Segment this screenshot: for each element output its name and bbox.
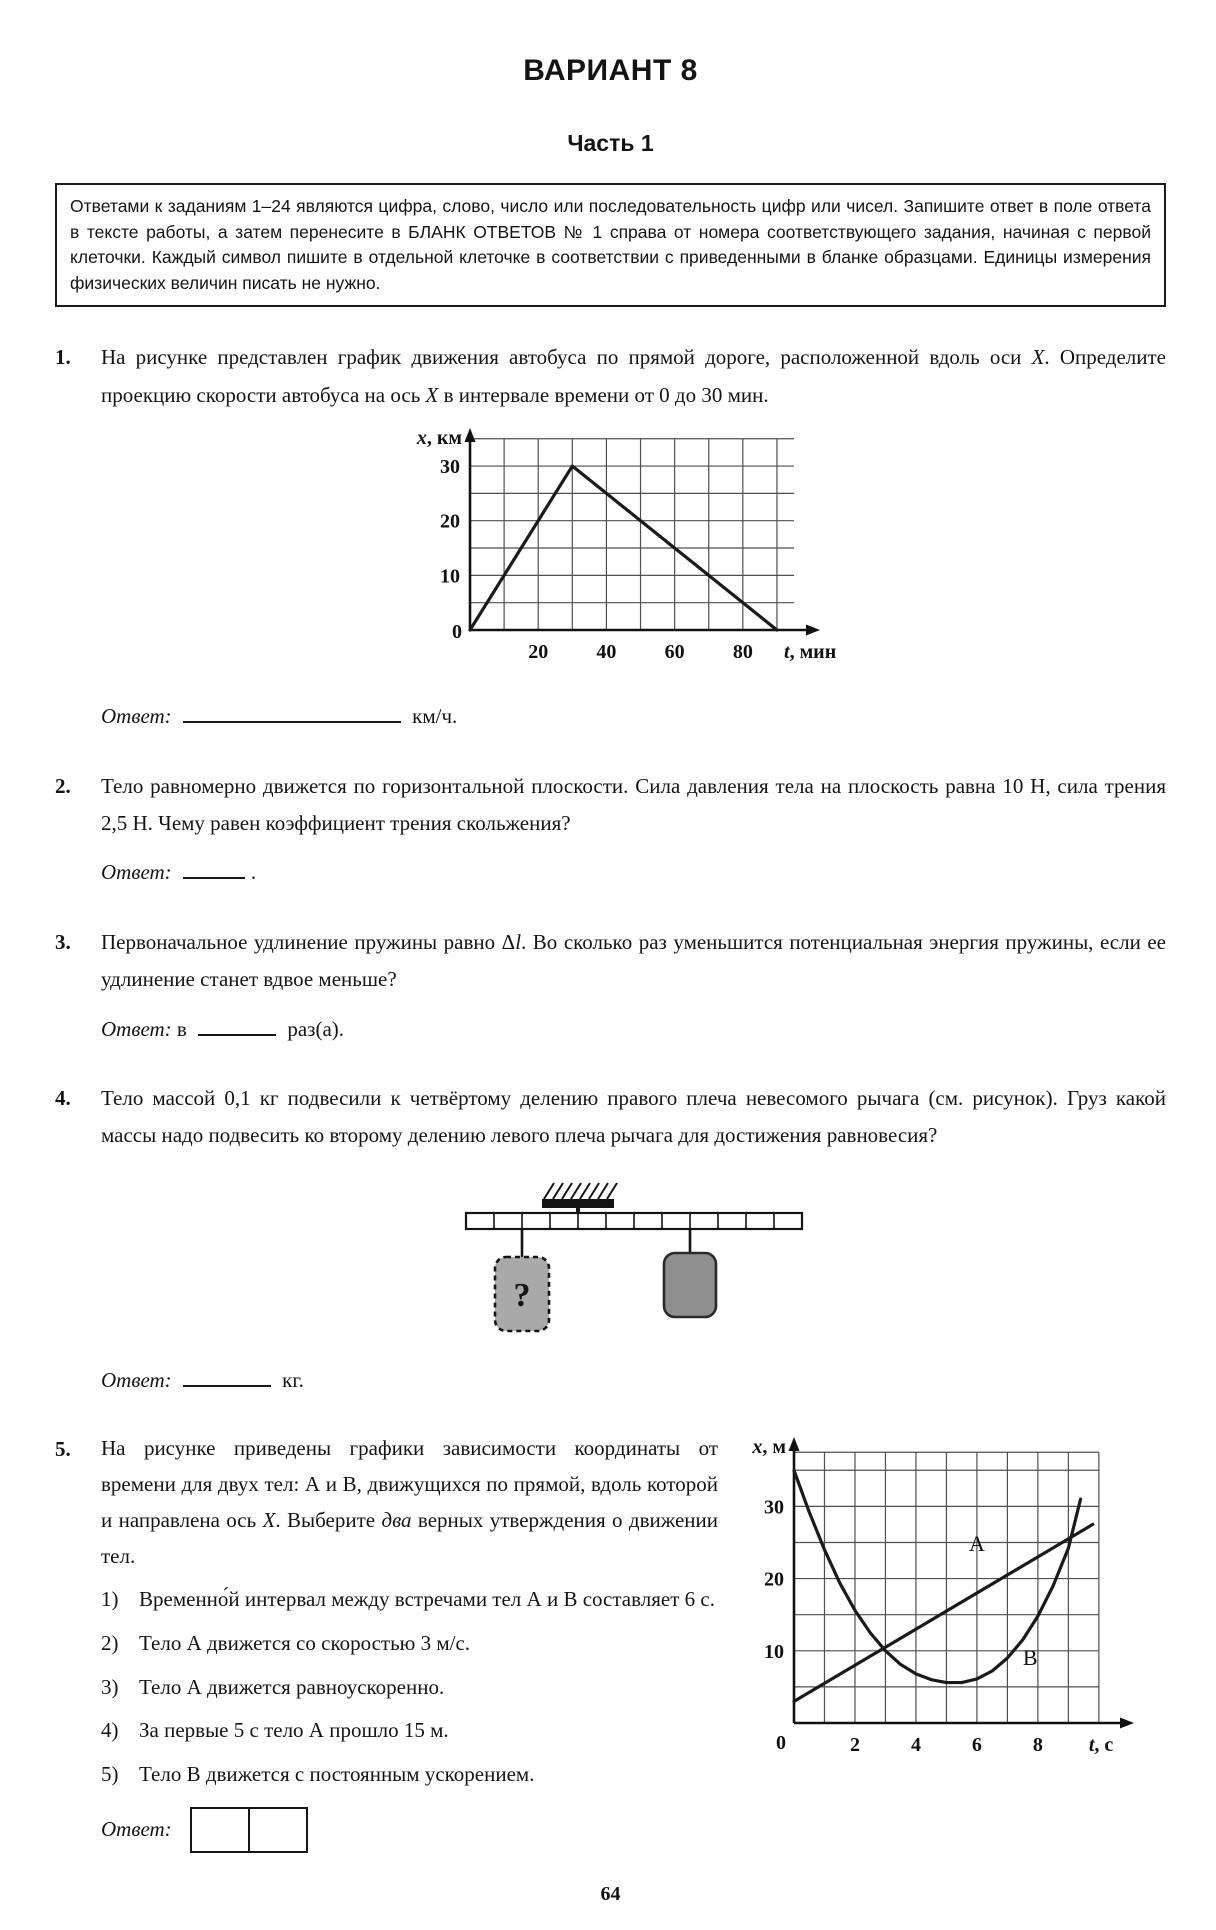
answer-label: Ответ: <box>101 1816 172 1841</box>
svg-text:x, м: x, м <box>752 1436 786 1459</box>
lever-diagram <box>454 1163 814 1338</box>
svg-text:0: 0 <box>451 620 462 643</box>
svg-text:0: 0 <box>776 1732 786 1755</box>
answer-label: Ответ: <box>101 1016 172 1041</box>
question-number: 1. <box>55 345 71 370</box>
question-text: На рисунке представлен график движения автобуса по прямой дороге, расположенной вдоль оси X. Определите проекцию скорости автобуса на ось X в интервале времени от 0 до 30 мин. <box>101 345 1167 407</box>
page-title: ВАРИАНТ 8 <box>523 54 698 87</box>
option-text: Тело А движется со скоростью 3 м/с. <box>139 1630 471 1655</box>
svg-text:30: 30 <box>764 1496 784 1519</box>
question-mark-label: ? <box>513 1276 530 1314</box>
svg-text:2: 2 <box>849 1734 860 1757</box>
answer-unit: км/ч. <box>412 704 458 729</box>
question-5 <box>55 1431 1166 1852</box>
option-text: Тело В движется с постоянным ускорением. <box>139 1761 535 1786</box>
answer-blank <box>183 1370 271 1387</box>
svg-text:B: B <box>1022 1645 1038 1671</box>
answer-blank <box>183 706 401 723</box>
q1-position-time-graph <box>404 422 864 674</box>
q4-answer-row <box>101 1362 1166 1399</box>
answer-prefix: в <box>176 1016 187 1041</box>
mount-bar <box>542 1199 614 1208</box>
known-weight <box>664 1253 716 1317</box>
q2-answer-row <box>101 854 1166 891</box>
option-text: За первые 5 с тело А прошло 15 м. <box>139 1718 449 1743</box>
svg-text:20: 20 <box>439 510 460 533</box>
question-text: Первоначальное удлинение пружины равно Δl. Во сколько раз уменьшится потенциальная энергия пружины, если ее удлинение станет вдвое меньше? <box>101 929 1166 992</box>
answer-label: Ответ: <box>101 1368 172 1393</box>
svg-text:t, c: t, c <box>1088 1734 1114 1757</box>
option-number: 1) <box>101 1587 119 1612</box>
option-number: 2) <box>101 1630 119 1655</box>
option-4 <box>101 1713 718 1749</box>
svg-text:10: 10 <box>439 565 460 588</box>
svg-text:80: 80 <box>732 640 753 663</box>
option-2 <box>101 1626 718 1662</box>
q3-answer-row <box>101 1011 1166 1048</box>
svg-text:60: 60 <box>664 640 685 663</box>
q1-figure <box>101 422 1166 686</box>
instructions-box: Ответами к заданиям 1–24 являются цифра, слово, число или последовательность цифр или чисел. Запишите ответ в поле ответа в тексте работы, а затем перенесите в БЛАНК ОТВЕТОВ № 1 справа от номера соответствующего задания, начиная с первой клеточки. Каждый символ пишите в отдельной клеточке в соответствии с приведенными в бланке образцами. Единицы измерения физических величин писать не нужно. <box>55 183 1166 307</box>
question-3 <box>55 924 1166 1048</box>
answer-suffix: раз(а). <box>287 1016 345 1041</box>
question-number: 3. <box>55 929 71 954</box>
svg-text:4: 4 <box>910 1734 921 1757</box>
option-text: Тело А движется равноускоренно. <box>139 1674 445 1699</box>
question-2 <box>55 768 1166 892</box>
question-number: 4. <box>55 1085 71 1110</box>
ceiling-hatch <box>544 1183 617 1199</box>
svg-text:30: 30 <box>439 455 460 478</box>
svg-text:x, км: x, км <box>416 426 462 449</box>
question-text: Тело равномерно движется по горизонтальной плоскости. Сила давления тела на плоскость равна 10 Н, сила трения 2,5 Н. Чему равен коэффициент трения скольжения? <box>101 773 1166 836</box>
option-number: 5) <box>101 1761 119 1786</box>
question-text: Тело массой 0,1 кг подвесили к четвёртому делению правого плеча невесомого рычага (см. рисунок). Груз какой массы надо подвесить ко второму делению левого плеча рычага для достижения равновесия? <box>101 1085 1166 1148</box>
option-text: Временно́й интервал между встречами тел А и В составляет 6 с. <box>139 1587 715 1612</box>
question-1 <box>55 339 1166 736</box>
answer-suffix: . <box>250 860 257 885</box>
svg-text:10: 10 <box>764 1641 784 1664</box>
page-number: 64 <box>600 1882 621 1905</box>
option-number: 3) <box>101 1674 119 1699</box>
answer-label: Ответ: <box>101 860 172 885</box>
question-number: 5. <box>55 1437 71 1462</box>
question-text: На рисунке приведены графики зависимости координаты от времени для двух тел: А и В, движущихся по прямой, вдоль которой и направлена ось X. Выберите два верных утверждения о движении тел. <box>101 1436 718 1568</box>
q5-answer-box <box>190 1807 308 1853</box>
answer-label: Ответ: <box>101 704 172 729</box>
svg-text:6: 6 <box>971 1734 982 1757</box>
answer-cell-1 <box>192 1809 248 1851</box>
option-3 <box>101 1670 718 1706</box>
svg-text:t, мин: t, мин <box>783 640 836 663</box>
answer-blank <box>183 862 245 879</box>
option-1 <box>101 1582 718 1618</box>
svg-text:20: 20 <box>764 1569 784 1592</box>
q4-lever-figure <box>101 1163 1166 1350</box>
q5-answer-row <box>101 1807 718 1853</box>
svg-text:20: 20 <box>527 640 548 663</box>
svg-text:8: 8 <box>1032 1734 1043 1757</box>
q5-options <box>101 1582 718 1792</box>
svg-text:40: 40 <box>595 640 616 663</box>
part-title: Часть 1 <box>567 130 654 156</box>
answer-cell-2 <box>248 1809 306 1851</box>
option-number: 4) <box>101 1718 119 1743</box>
q1-answer-row <box>101 698 1166 735</box>
question-4 <box>55 1080 1166 1400</box>
q5-figure <box>736 1431 1166 1852</box>
answer-unit: кг. <box>282 1368 304 1393</box>
q5-position-time-graph <box>736 1433 1156 1765</box>
svg-text:A: A <box>968 1531 985 1557</box>
answer-blank <box>198 1019 276 1036</box>
question-number: 2. <box>55 773 71 798</box>
option-5 <box>101 1757 718 1793</box>
